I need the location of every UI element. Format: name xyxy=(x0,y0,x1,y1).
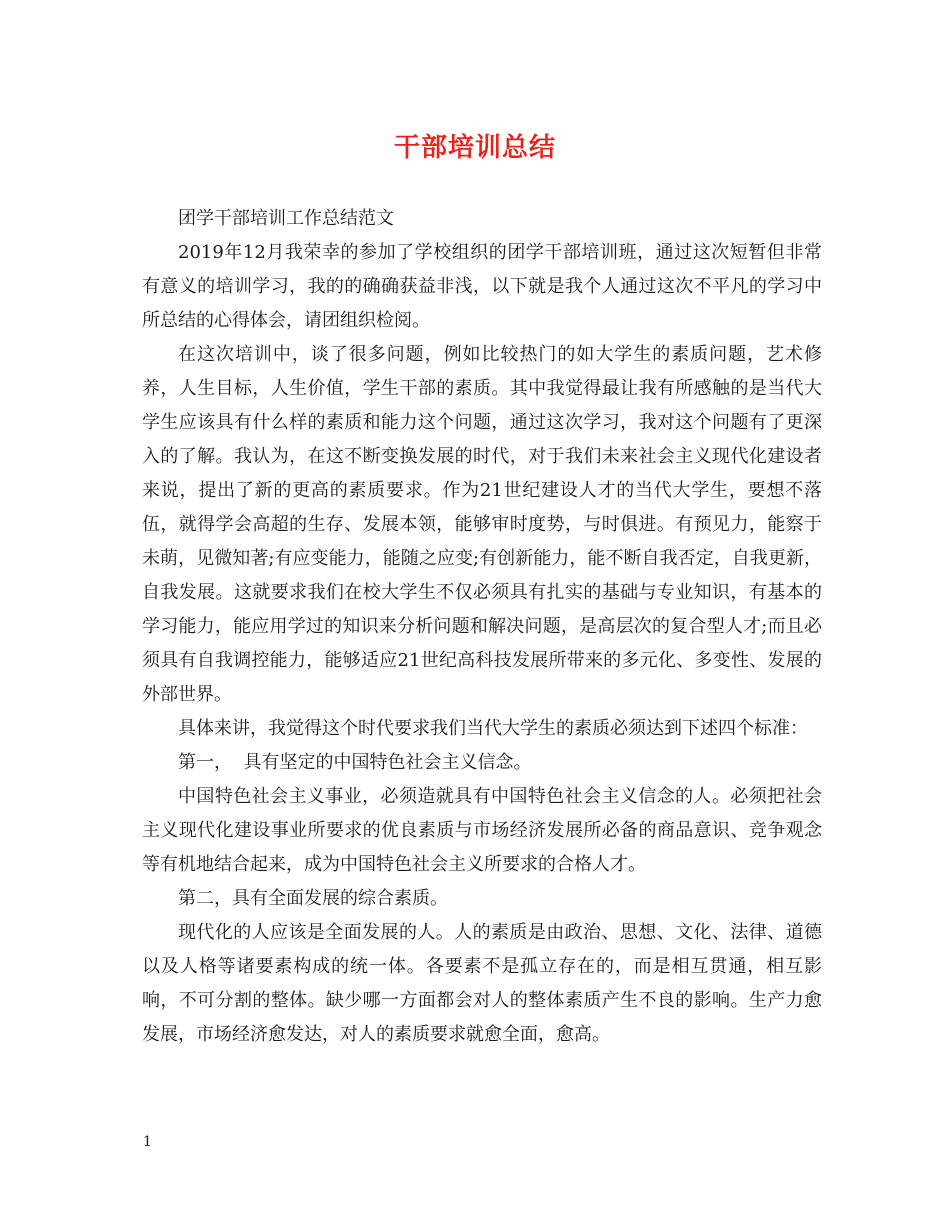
paragraph-standard-one-heading: 第一， 具有坚定的中国特色社会主义信念。 xyxy=(178,752,532,773)
document-body xyxy=(142,202,822,1052)
paragraph-intro: 2019年12月我荣幸的参加了学校组织的团学干部培训班，通过这次短暂但非常有意义的培训学习，我的的确确获益非浅，以下就是我个人通过这次不平凡的学习中所总结的心得体会，请团组织检阅。 xyxy=(142,242,822,331)
paragraph-standard-two-body: 现代化的人应该是全面发展的人。人的素质是由政治、思想、文化、法律、道德以及人格等诸要素构成的统一体。各要素不是孤立存在的，而是相互贯通，相互影响，不可分割的整体。缺少哪一方面都会对人的整体素质产生不良的影响。生产力愈发展，市场经济愈发达，对人的素质要求就愈全面，愈高。 xyxy=(142,922,822,1045)
paragraph-four-standards: 具体来讲，我觉得这个时代要求我们当代大学生的素质必须达到下述四个标准： xyxy=(178,718,808,739)
paragraph-subtitle: 团学干部培训工作总结范文 xyxy=(178,208,394,229)
paragraph-training-content: 在这次培训中，谈了很多问题，例如比较热门的如大学生的素质问题，艺术修养，人生目标，人生价值，学生干部的素质。其中我觉得最让我有所感触的是当代大学生应该具有什么样的素质和能力这个问题，通过这次学习，我对这个问题有了更深入的了解。我认为，在这不断变换发展的时代，对于我们未来社会主义现代化建设者来说，提出了新的更高的素质要求。作为21世纪建设人才的当代大学生，要想不落伍，就得学会高超的生存、发展本领，能够审时度势，与时俱进。有预见力，能察于未萌，见微知著;有应变能力，能随之应变;有创新能力，能不断自我否定，自我更新，自我发展。这就要求我们在校大学生不仅必须具有扎实的基础与专业知识，有基本的学习能力，能应用学过的知识来分析问题和解决问题，是高层次的复合型人才;而且必须具有自我调控能力，能够适应21世纪高科技发展所带来的多元化、多变性、发展的外部世界。 xyxy=(142,344,822,705)
paragraph-standard-two-heading: 第二，具有全面发展的综合素质。 xyxy=(178,888,448,909)
page-number: 1 xyxy=(143,1134,152,1150)
document-title: 干部培训总结 xyxy=(393,133,556,163)
paragraph-standard-one-body: 中国特色社会主义事业，必须造就具有中国特色社会主义信念的人。必须把社会主义现代化建设事业所要求的优良素质与市场经济发展所必备的商品意识、竞争观念等有机地结合起来，成为中国特色社会主义所要求的合格人才。 xyxy=(142,786,822,875)
